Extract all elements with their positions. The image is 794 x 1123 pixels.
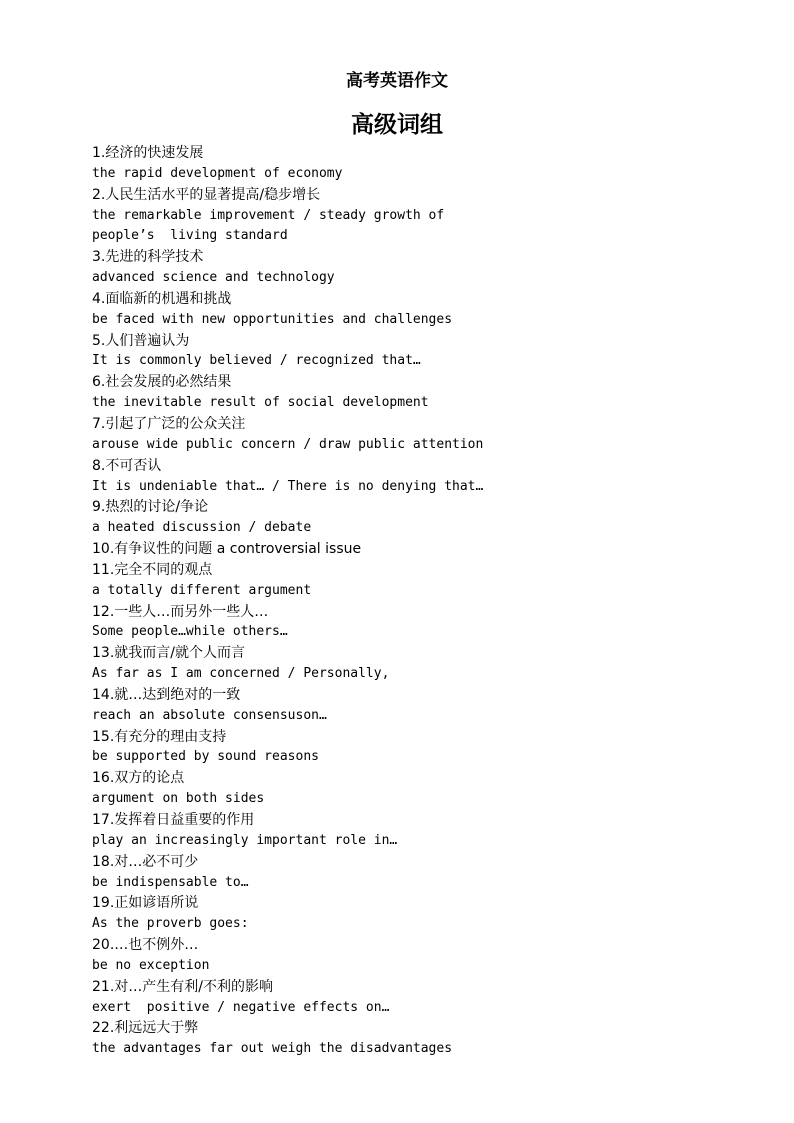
phrase-entry (92, 560, 732, 602)
phrase-english: play an increasingly important role in… (92, 832, 398, 848)
phrase-entry (92, 602, 732, 644)
phrase-entry (92, 247, 732, 289)
phrase-chinese: 17.发挥着日益重要的作用 (92, 812, 255, 828)
phrase-entry (92, 1018, 732, 1060)
phrase-chinese: 12.一些人…而另外一些人… (92, 603, 269, 620)
phrase-english: be supported by sound reasons (92, 749, 319, 765)
phrase-english: arouse wide public concern / draw public attention (92, 436, 484, 452)
phrase-chinese: 15.有充分的理由支持 (92, 728, 227, 745)
phrase-english: the inevitable result of social development (92, 395, 429, 411)
phrase-chinese: 1.经济的快速发展 (92, 145, 204, 161)
phrase-entry (92, 685, 732, 727)
phrase-entry (92, 331, 732, 373)
phrase-entry (92, 185, 732, 248)
phrase-english: be no exception (92, 957, 210, 973)
phrase-chinese: 22.利远远大于弊 (92, 1020, 199, 1037)
phrase-chinese: 18.对…必不可少 (92, 853, 199, 870)
phrase-english: a totally different argument (92, 582, 312, 598)
phrase-entry (92, 810, 732, 852)
phrase-chinese: 19.正如谚语所说 (92, 895, 199, 912)
phrase-english: reach an absolute consensuson… (92, 707, 327, 723)
phrase-english: be faced with new opportunities and challenges (92, 311, 453, 327)
phrase-entry (92, 414, 732, 456)
phrase-chinese: 14.就…达到绝对的一致 (92, 686, 241, 703)
document-subtitle: 高级词组 (351, 111, 443, 138)
phrase-english: It is undeniable that… / There is no denying that… (92, 478, 484, 494)
phrase-english: the advantages far out weigh the disadvantages (92, 1041, 453, 1057)
phrase-chinese: 4.面临新的机遇和挑战 (92, 290, 232, 307)
phrase-entry (92, 456, 732, 498)
phrase-chinese: 8.不可否认 (92, 457, 162, 474)
phrase-entry (92, 977, 732, 1019)
phrase-chinese: 6.社会发展的必然结果 (92, 374, 232, 391)
document-title: 高考英语作文 (346, 71, 448, 91)
phrase-entry (92, 539, 732, 560)
phrase-english: people’s living standard (92, 228, 288, 244)
phrase-english: be indispensable to… (92, 874, 249, 890)
phrase-chinese: 11.完全不同的观点 (92, 561, 213, 578)
phrase-chinese: 13.就我而言/就个人而言 (92, 645, 245, 662)
phrase-english: the remarkable improvement / steady growth of (92, 207, 445, 223)
phrase-english: argument on both sides (92, 791, 265, 807)
phrase-english: advanced science and technology (92, 270, 335, 286)
phrase-chinese: 7.引起了广泛的公众关注 (92, 415, 246, 432)
phrase-chinese: 9.热烈的讨论/争论 (92, 499, 209, 516)
phrase-chinese: 10.有争议性的问题 a controversial issue (92, 541, 362, 558)
phrase-entry (92, 935, 732, 977)
phrase-entry (92, 372, 732, 414)
phrase-entry (92, 497, 732, 539)
phrase-english: a heated discussion / debate (92, 520, 312, 536)
phrase-english: It is commonly believed / recognized that… (92, 353, 421, 369)
phrase-entry (92, 289, 732, 331)
phrase-entry (92, 143, 732, 185)
phrase-english: Some people…while others… (92, 624, 288, 640)
phrase-entry (92, 643, 732, 685)
phrase-entry (92, 893, 732, 935)
phrase-entry (92, 768, 732, 810)
phrase-chinese: 5.人们普遍认为 (92, 332, 190, 349)
phrase-chinese: 3.先进的科学技术 (92, 249, 204, 266)
phrase-chinese: 16.双方的论点 (92, 770, 185, 787)
phrase-english: exert positive / negative effects on… (92, 999, 390, 1015)
phrase-entry (92, 727, 732, 769)
phrase-chinese: 20.…也不例外… (92, 937, 199, 954)
phrase-entry (92, 852, 732, 894)
phrase-english: the rapid development of economy (92, 165, 343, 181)
phrase-list (92, 143, 732, 1060)
phrase-english: As the proverb goes: (92, 916, 249, 932)
phrase-english: As far as I am concerned / Personally, (92, 666, 390, 682)
phrase-chinese: 21.对…产生有利/不利的影响 (92, 978, 273, 995)
phrase-chinese: 2.人民生活水平的显著提高/稳步增长 (92, 186, 321, 203)
